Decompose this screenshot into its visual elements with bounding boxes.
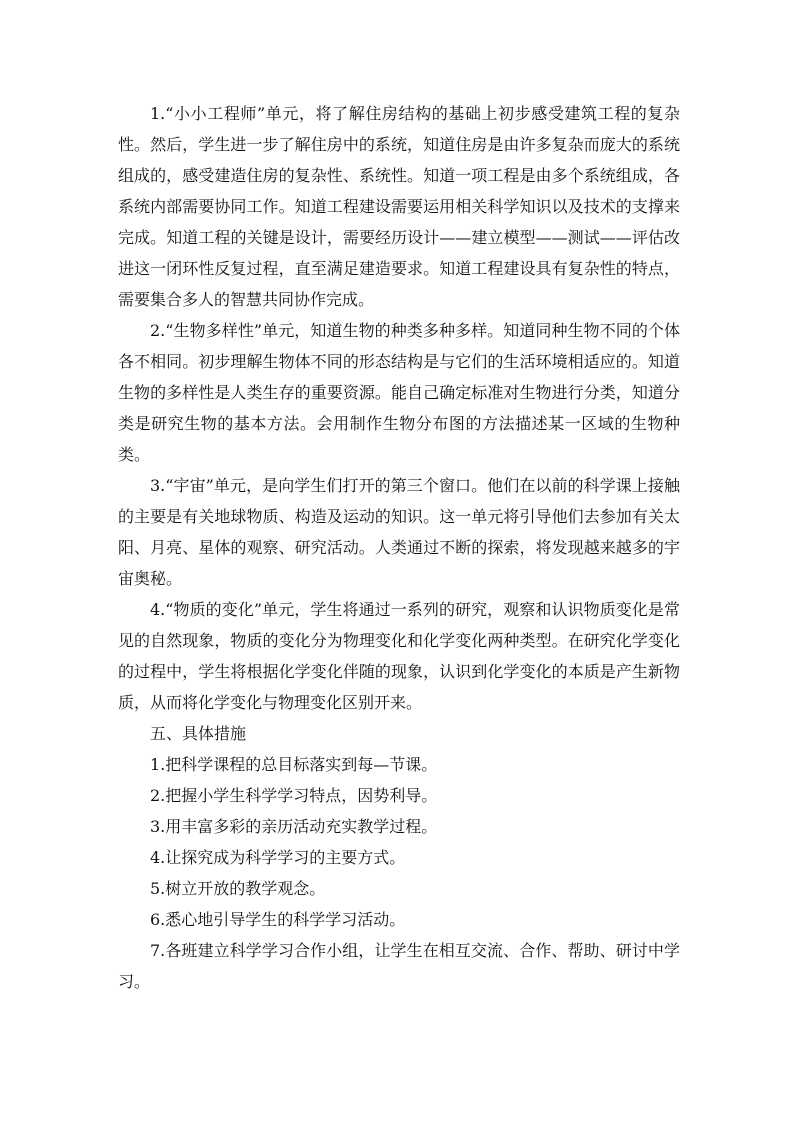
unit-paragraph-3: 3.“宇宙”单元，是向学生们打开的第三个窗口。他们在以前的科学课上接触的主要是有关地球物质、构造及运动的知识。这一单元将引导他们去参加有关太阳、月亮、星体的观察、研究活动。人类通过不断的探索，将发现越来越多的宇宙奥秘。 xyxy=(118,476,680,588)
measure-item-3: 3.用丰富多彩的亲历活动充实教学过程。 xyxy=(150,817,438,836)
unit-paragraph-4: 4.“物质的变化”单元，学生将通过一系列的研究，观察和认识物质变化是常见的自然现象，物质的变化分为物理变化和化学变化两种类型。在研究化学变化的过程中，学生将根据化学变化伴随的现象，认识到化学变化的本质是产生新物质，从而将化学变化与物理变化区别开来。 xyxy=(118,600,680,712)
section-heading: 五、具体措施 xyxy=(150,724,247,743)
document-page xyxy=(118,98,680,997)
measure-item-4: 4.让探究成为科学学习的主要方式。 xyxy=(150,848,406,867)
measure-item-2: 2.把握小学生科学学习特点，因势利导。 xyxy=(150,786,438,805)
unit-paragraph-2: 2.“生物多样性”单元，知道生物的种类多种多样。知道同种生物不同的个体各不相同。初步理解生物体不同的形态结构是与它们的生活环境相适应的。知道生物的多样性是人类生存的重要资源。能自己确定标准对生物进行分类，知道分类是研究生物的基本方法。会用制作生物分布图的方法描述某一区域的生物种类。 xyxy=(118,321,680,464)
measure-item-6: 6.悉心地引导学生的科学学习活动。 xyxy=(150,910,406,929)
measure-item-1: 1.把科学课程的总目标落实到每—节课。 xyxy=(150,755,438,774)
measure-item-7: 7.各班建立科学学习合作小组，让学生在相互交流、合作、帮助、研讨中学习。 xyxy=(118,941,680,991)
unit-paragraph-1: 1.“小小工程师”单元，将了解住房结构的基础上初步感受建筑工程的复杂性。然后，学生进一步了解住房中的系统，知道住房是由许多复杂而庞大的系统组成的，感受建造住房的复杂性、系统性。知道一项工程是由多个系统组成，各系统内部需要协同工作。知道工程建设需要运用相关科学知识以及技术的支撑来完成。知道工程的关键是设计，需要经历设计——建立模型——测试——评估改进这一闭环性反复过程，直至满足建造要求。知道工程建设具有复杂性的特点，需要集合多人的智慧共同协作完成。 xyxy=(118,104,680,309)
measure-item-5: 5.树立开放的教学观念。 xyxy=(150,879,326,898)
